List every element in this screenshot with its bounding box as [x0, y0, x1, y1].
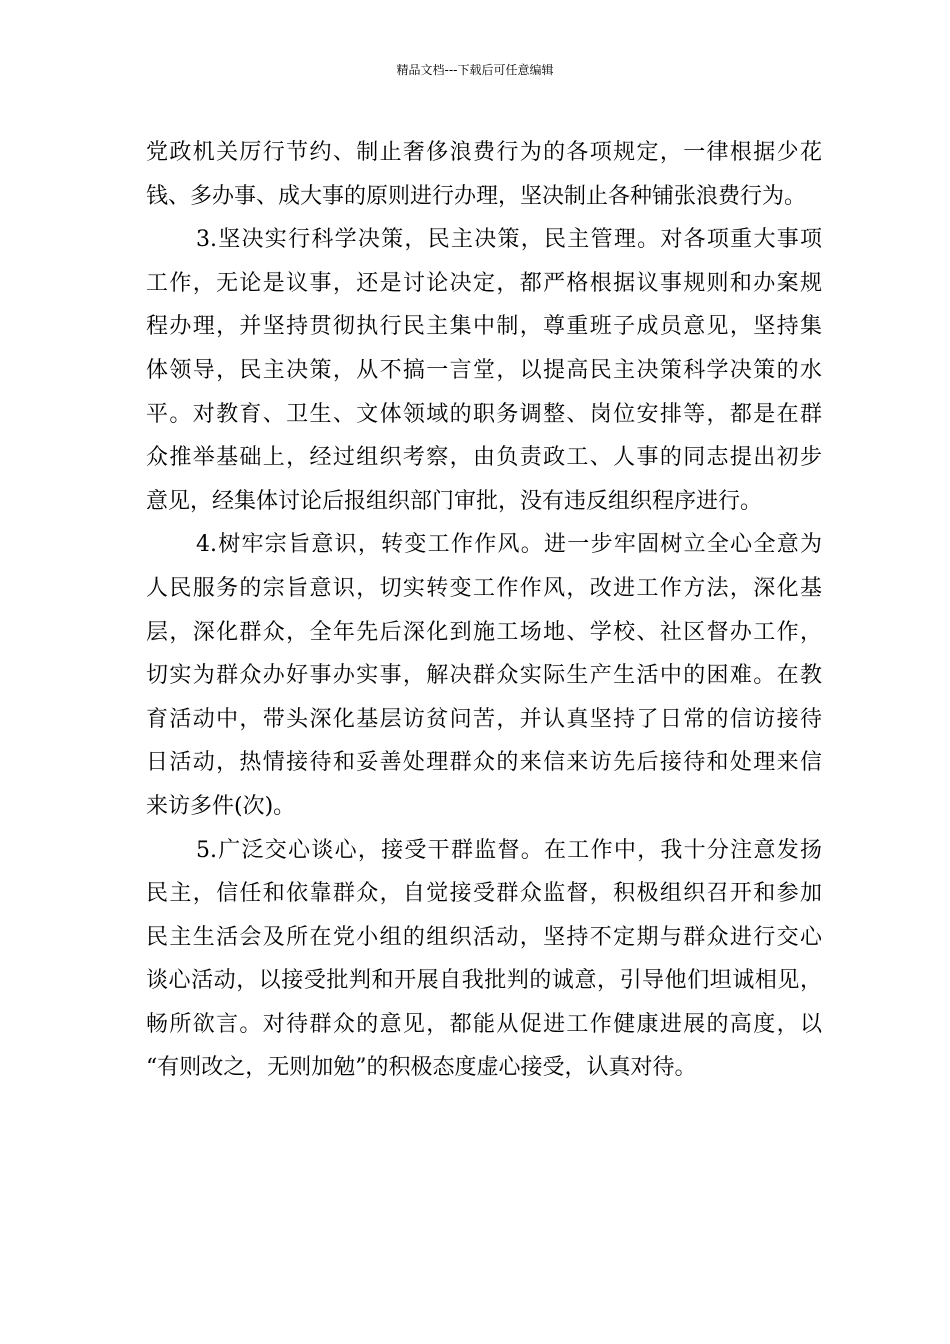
- text-line: 工作，无论是议事，还是讨论决定，都严格根据议事规则和办案规: [146, 270, 822, 296]
- text-line: 意见，经集体讨论后报组织部门审批，没有违反组织程序进行。: [146, 488, 763, 514]
- text-line: 日活动，热情接待和妥善处理群众的来信来访先后接待和处理来信: [146, 750, 822, 776]
- document-body: [146, 131, 822, 1090]
- text-line: 来访多件(次)。: [146, 793, 296, 819]
- text-line: 5.广泛交心谈心，接受干群监督。在工作中，我十分注意发扬: [196, 837, 822, 863]
- paragraph-continued: [146, 131, 822, 218]
- paragraph-3: [146, 218, 822, 523]
- text-line: 3.坚决实行科学决策，民主决策，民主管理。对各项重大事项: [196, 227, 822, 253]
- text-line: 谈心活动，以接受批判和开展自我批判的诚意，引导他们坦诚相见，: [146, 968, 822, 994]
- text-line: 人民服务的宗旨意识，切实转变工作作风，改进工作方法，深化基: [146, 575, 822, 601]
- page-header: 精品文档---下载后可任意编辑: [396, 63, 554, 77]
- paragraph-4: [146, 523, 822, 828]
- text-line: “有则改之，无则加勉”的积极态度虚心接受，认真对待。: [146, 1055, 697, 1081]
- text-line: 众推举基础上，经过组织考察，由负责政工、人事的同志提出初步: [146, 445, 822, 471]
- text-line: 育活动中，带头深化基层访贫问苦，并认真坚持了日常的信访接待: [146, 706, 822, 732]
- text-line: 党政机关厉行节约、制止奢侈浪费行为的各项规定，一律根据少花: [146, 140, 822, 165]
- text-line: 4.树牢宗旨意识，转变工作作风。进一步牢固树立全心全意为: [196, 532, 822, 558]
- text-line: 民主，信任和依靠群众，自觉接受群众监督，积极组织召开和参加: [146, 881, 822, 907]
- text-line: 畅所欲言。对待群众的意见，都能从促进工作健康进展的高度，以: [146, 1011, 822, 1037]
- text-line: 体领导，民主决策，从不搞一言堂，以提高民主决策科学决策的水: [146, 357, 822, 383]
- paragraph-5: [146, 829, 822, 1091]
- text-line: 平。对教育、卫生、文体领域的职务调整、岗位安排等，都是在群: [146, 401, 822, 427]
- text-line: 程办理，并坚持贯彻执行民主集中制，尊重班子成员意见，坚持集: [146, 314, 822, 340]
- text-line: 钱、多办事、成大事的原则进行办理，坚决制止各种铺张浪费行为。: [146, 183, 807, 209]
- text-line: 切实为群众办好事办实事，解决群众实际生产生活中的困难。在教: [146, 663, 822, 689]
- text-line: 民主生活会及所在党小组的组织活动，坚持不定期与群众进行交心: [146, 924, 822, 950]
- text-line: 层，深化群众，全年先后深化到施工场地、学校、社区督办工作，: [146, 619, 822, 645]
